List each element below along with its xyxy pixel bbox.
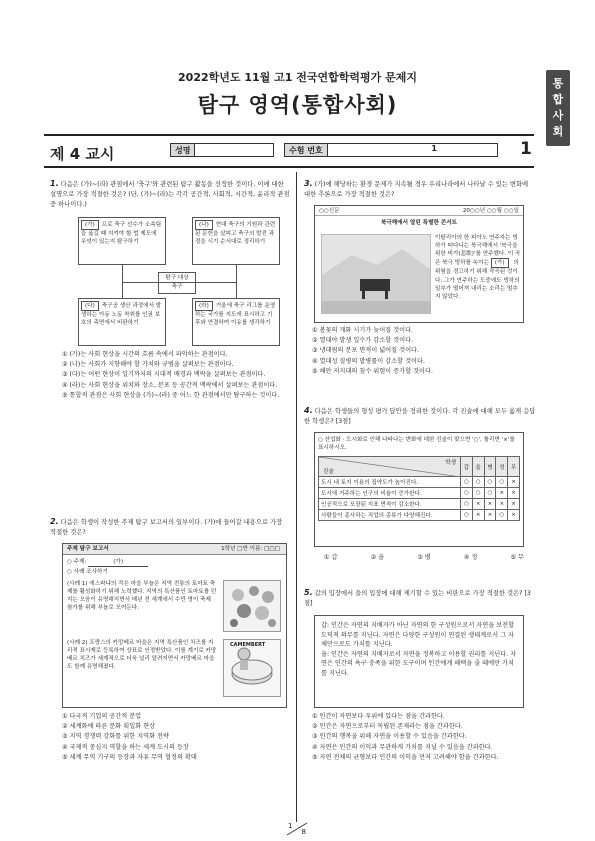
q4-corner-top: 학생 xyxy=(445,460,456,467)
q1-option-2[interactable]: ② (나)는 사회가 지향해야 할 가치와 규범을 살펴보는 관점이다. xyxy=(62,361,234,369)
q3-number: 3. xyxy=(304,179,313,188)
table-row xyxy=(319,510,520,521)
q1-number: 1. xyxy=(50,179,59,188)
table-row xyxy=(319,477,520,488)
q4-answer: ○ xyxy=(472,488,484,499)
q4-options xyxy=(324,553,524,563)
footer-page: 1 xyxy=(288,822,293,830)
q4-table-header xyxy=(319,457,520,477)
q4-table xyxy=(318,456,520,521)
q1-center-box xyxy=(158,272,196,294)
q4-option-5[interactable]: ⑤ 무 xyxy=(510,554,524,561)
q2-case-label: ○ 사례 조사하기 xyxy=(67,569,108,576)
q4-student-5: 무 xyxy=(508,457,520,477)
header-rule xyxy=(44,134,534,136)
q2-report-box xyxy=(62,543,287,708)
subject-side-tab xyxy=(546,70,570,146)
q4-student-4: 정 xyxy=(496,457,508,477)
q4-student-2: 을 xyxy=(472,457,484,477)
q5-stem xyxy=(304,587,536,609)
table-row xyxy=(319,488,520,499)
q1-box-da-text: 축구공 생산 과정에서 발생하는 아동 노동 착취를 인권 보호의 측면에서 비판하기 xyxy=(81,303,162,327)
q4-statement-4: 사람들이 종사하는 직업의 종류가 다양해진다. xyxy=(319,510,461,521)
q3-news-body xyxy=(435,234,521,301)
q3-news-box xyxy=(314,205,524,323)
q1-box-ga-text: 프로 축구 선수가 소속팀을 옮길 때 지켜야 할 법 제도에 무엇이 있는지 탐구하기 xyxy=(81,222,162,246)
footer-total: 8 xyxy=(301,828,306,836)
period-label: 제 4 교시 xyxy=(50,145,115,163)
q4-statement-3: 인공적으로 포장된 지표 면적이 감소한다. xyxy=(319,499,461,510)
camembert-illustration xyxy=(223,639,281,697)
q2-option-5[interactable]: ⑤ 세계 무역 기구의 등장과 자유 무역 협정의 확대 xyxy=(62,753,197,761)
q1-center: 축구 xyxy=(159,282,195,291)
piano-on-iceberg-photo xyxy=(321,234,431,314)
q5-options xyxy=(312,712,540,763)
q4-box xyxy=(314,432,524,547)
column-divider xyxy=(296,172,297,822)
q2-report-header xyxy=(63,544,286,555)
q3-option-2[interactable]: ② 열대야 발생 일수가 감소할 것이다. xyxy=(312,337,414,345)
exam-number-value: 1 xyxy=(431,144,437,153)
q1-stem xyxy=(50,178,290,210)
q4-student-1: 갑 xyxy=(461,457,473,477)
q2-topic-value: (가) xyxy=(88,558,148,567)
q4-stem xyxy=(304,405,536,427)
q4-number: 4. xyxy=(304,406,313,415)
q2-report-title: 주제 탐구 보고서 xyxy=(67,546,109,552)
q3-news-body-text: 이탈리아의 한 피아노 연주자는 빙하가 떠다니는 북극해에서 '북극을 위한 비가(悲歌)'를 연주했다. 이 곡은 북극 빙하를 녹이는 xyxy=(435,235,521,267)
name-label: 성명 xyxy=(171,144,195,156)
q5-option-2[interactable]: ② 인간은 자연으로부터 독립된 존재라는 점을 간과한다. xyxy=(312,723,463,731)
camembert-caption: CAMEMBERT xyxy=(230,642,266,648)
q3-stem-text: (가)에 해당하는 환경 문제가 지속될 경우 우리나라에서 나타날 수 있는 변화에 대한 추론으로 가장 적절한 것은? xyxy=(304,181,529,199)
q1-option-1[interactable]: ① (가)는 사회 현상을 시간의 흐름 속에서 파악하는 관점이다. xyxy=(62,351,228,358)
q2-report-meta: 1학년 □반 이름: □□□ xyxy=(221,546,280,552)
q4-answer: ○ xyxy=(472,477,484,488)
q1-connector-horizontal xyxy=(122,282,236,283)
q1-options xyxy=(62,350,292,401)
q4-answer: ○ xyxy=(496,477,508,488)
q4-answer: ○ xyxy=(461,477,473,488)
q2-topic-line xyxy=(63,555,286,567)
q3-option-3[interactable]: ③ 냉대림의 분포 면적이 넓어질 것이다. xyxy=(312,347,420,355)
q5-option-3[interactable]: ③ 인간의 행복을 위해 자연을 이용할 수 있음을 간과한다. xyxy=(312,733,467,741)
q4-statement-2: 도시에 거주하는 인구의 비율이 증가한다. xyxy=(319,488,461,499)
q3-stem xyxy=(304,178,536,200)
name-box xyxy=(170,143,274,157)
q4-stem-text: 다음은 학생들의 형성 평가 답안을 정리한 것이다. 각 진술에 대해 모두 옳게 응답한 학생은? [3점] xyxy=(304,408,536,426)
q5-eul-statement: 을: 인간은 자연의 지배자로서 자연을 정복하고 이용할 권리를 지닌다. 자연은 인간의 욕구 충족을 위한 도구이며 인간에게 해택을 줄 때에만 가치를 지닌다. xyxy=(321,650,517,678)
q5-option-5[interactable]: ⑤ 자연 전체의 균형보다 인간의 이익을 먼저 고려해야 함을 간과한다. xyxy=(312,753,499,761)
q1-box-da xyxy=(78,298,166,346)
q1-box-ra xyxy=(192,298,280,346)
q3-news-header xyxy=(315,206,523,216)
q2-option-3[interactable]: ③ 지역 경쟁력 강화를 위한 지역화 전략 xyxy=(62,733,170,741)
q4-answer: × xyxy=(484,499,496,510)
q1-option-4[interactable]: ④ (라)는 사회 현상을 위치와 장소, 분포 등 공간적 맥락에서 살펴보는 관점이다. xyxy=(62,381,278,389)
q1-box-na-text: 현대 축구의 기원과 관련된 문헌을 살피고 축구의 발전 과정을 시기 순서대로 정리하기 xyxy=(195,222,276,246)
table-row xyxy=(319,499,520,510)
q4-answer: × xyxy=(472,499,484,510)
q4-corner-bottom: 진술 xyxy=(323,469,334,476)
q4-answer: × xyxy=(508,488,520,499)
tomato-festival-illustration xyxy=(223,580,281,632)
page-footer xyxy=(285,822,309,836)
q2-option-2[interactable]: ② 세계화에 따른 문화 획일화 현상 xyxy=(62,723,156,731)
q4-statement-1: 도시 내 토지 이용의 집약도가 높아진다. xyxy=(319,477,461,488)
side-tab-label: 통합사회 xyxy=(552,77,564,138)
q1-box-na-tag: (나) xyxy=(195,220,213,230)
q1-option-3[interactable]: ③ (다)는 어떤 현상이 일기까지의 시대적 배경과 맥락을 살펴보는 관점이다. xyxy=(62,371,266,379)
q1-box-na xyxy=(192,217,280,265)
q1-box-ra-text: 거울에 축구 리그를 운영하는 국가를 지도에 표시하고 기후와 연결하여 이유를 생각하기 xyxy=(195,303,276,327)
q4-option-2[interactable]: ② 을 xyxy=(370,554,385,561)
subject-title: 탐구 영역(통합사회) xyxy=(197,93,398,117)
exam-number-label: 수험 번호 xyxy=(285,144,328,156)
q4-student-3: 병 xyxy=(484,457,496,477)
q3-news-source: ○○신문 xyxy=(319,208,340,214)
page-number: 1 xyxy=(520,139,532,159)
q4-answer: × xyxy=(496,488,508,499)
q3-option-1[interactable]: ① 봄꽃의 개화 시기가 늦어질 것이다. xyxy=(312,327,414,334)
q1-connector-right xyxy=(236,265,237,298)
q2-stem xyxy=(50,516,290,538)
q5-number: 5. xyxy=(304,588,313,597)
exam-title: 2022학년도 11월 고1 전국연합학력평가 문제지 xyxy=(178,71,417,84)
q1-box-ga-tag: (가) xyxy=(81,220,99,230)
q4-answer: × xyxy=(508,477,520,488)
q4-answer: ○ xyxy=(461,510,473,521)
q1-stem-text: 다음은 (가)~(라) 관점에서 '축구'와 관련된 탐구 활동을 선정한 것이다. 이에 대한 설명으로 가장 적절한 것은? (단, (가)~(라)는 각각 공간적, 사회적, 시간적, 윤리적 관점 중 하나이다.) xyxy=(50,181,290,209)
q3-option-4[interactable]: ④ 열대성 질병의 발병률이 감소할 것이다. xyxy=(312,357,425,365)
header-underline xyxy=(44,166,534,168)
q2-topic-label: ○ 주제: xyxy=(67,559,87,565)
q1-box-ra-tag: (라) xyxy=(195,301,213,311)
q3-news-blank: (가) xyxy=(491,258,509,268)
q2-option-1[interactable]: ① 다국적 기업의 공간적 분업 xyxy=(62,713,142,720)
q1-box-da-tag: (다) xyxy=(81,301,99,311)
q4-answer: × xyxy=(508,510,520,521)
q4-instruction: ○ 산업화 · 도시화로 인해 나타나는 변화에 대한 진술이 맞으면 '○', 틀리면 '×'를 표시하시오. xyxy=(318,437,515,452)
q4-option-1[interactable]: ① 갑 xyxy=(324,554,338,561)
q4-option-4[interactable]: ④ 정 xyxy=(463,554,478,561)
q1-box-ga xyxy=(78,217,166,265)
q5-option-4[interactable]: ④ 자연은 인간의 이익과 무관하게 가치를 지닐 수 있음을 간과한다. xyxy=(312,743,493,751)
q5-gap-statement: 갑: 인간은 자연의 지배자가 아닌 자연의 한 구성원으로서 자연을 보전할 도덕적 의무를 지닌다. 자연은 다양한 구성원이 연결된 생태계로서 그 자체만으로도 가치를 지닌다. xyxy=(321,622,515,649)
q4-answer: × xyxy=(484,510,496,521)
q5-option-1[interactable]: ① 인간이 자연보다 우위에 있다는 점을 간과한다. xyxy=(312,713,445,720)
q1-center-top: 탐구 대상 xyxy=(165,275,189,281)
q2-stem-text: 다음은 학생이 작성한 주제 탐구 보고서의 일부이다. (가)에 들어갈 내용으로 가장 적절한 것은? xyxy=(50,519,283,537)
q2-number: 2. xyxy=(50,517,59,526)
q4-answer: × xyxy=(472,510,484,521)
q3-options xyxy=(312,326,537,377)
q4-option-3[interactable]: ③ 병 xyxy=(417,554,431,561)
q3-news-date: 20○○년 ○○월 ○○일 xyxy=(462,208,519,214)
q2-case-2: (사례 2) 프랑스의 카망베르 마을은 지역 특산품인 치즈를 지리적 표시제로 등록하여 상표로 인정받았다. 이를 계기로 카망베르 치즈가 세계적으로 더욱 널리 알려지면서 카망베르 마을도 함께 유명해졌다. xyxy=(67,640,217,671)
exam-number-box xyxy=(284,143,498,157)
q2-options xyxy=(62,712,292,763)
q5-stem-text: 갑의 입장에서 을의 입장에 대해 제기할 수 있는 비판으로 가장 적절한 것은? [3점] xyxy=(304,590,531,608)
q4-corner-cell xyxy=(319,457,461,477)
q3-news-headline: 북극해에서 열린 특별한 콘서트 xyxy=(380,220,458,226)
q1-option-5[interactable]: ⑤ 통합적 관점은 사회 현상을 (가)~(라) 중 어느 한 관점에서만 탐구하는 것이다. xyxy=(62,391,280,399)
q2-case-1: (사례 1) 에스파냐의 작은 마을 부뇰은 지역 전통의 토마토 축제를 활성화하기 위해 노력했다. 지역의 특산품인 토마토를 던지는 오음이 유명해지면서 매년 전 세계에서 수만 명이 축제 참가를 위해 부뇰로 모여든다. xyxy=(67,581,217,612)
q3-news-body-text-2: 의 위험을 경고하기 위해 작곡된 것이다. 그가 연주하는 도중에도 빙하의 일부가 떨어져 내리는 소리는 멈추지 않았다. xyxy=(435,260,520,300)
q3-option-5[interactable]: ⑤ 해안 저지대의 침수 위험이 증가할 것이다. xyxy=(312,367,433,375)
q4-answer: ○ xyxy=(484,488,496,499)
q2-option-4[interactable]: ④ 국제적 중심지 역할을 하는 세계 도시의 등장 xyxy=(62,743,189,751)
q4-answer: × xyxy=(496,499,508,510)
q4-answer: ○ xyxy=(496,510,508,521)
q5-box xyxy=(314,615,524,708)
q4-answer: ○ xyxy=(484,477,496,488)
q4-answer: ○ xyxy=(461,488,473,499)
q4-answer: × xyxy=(508,499,520,510)
q4-answer: ○ xyxy=(461,499,473,510)
